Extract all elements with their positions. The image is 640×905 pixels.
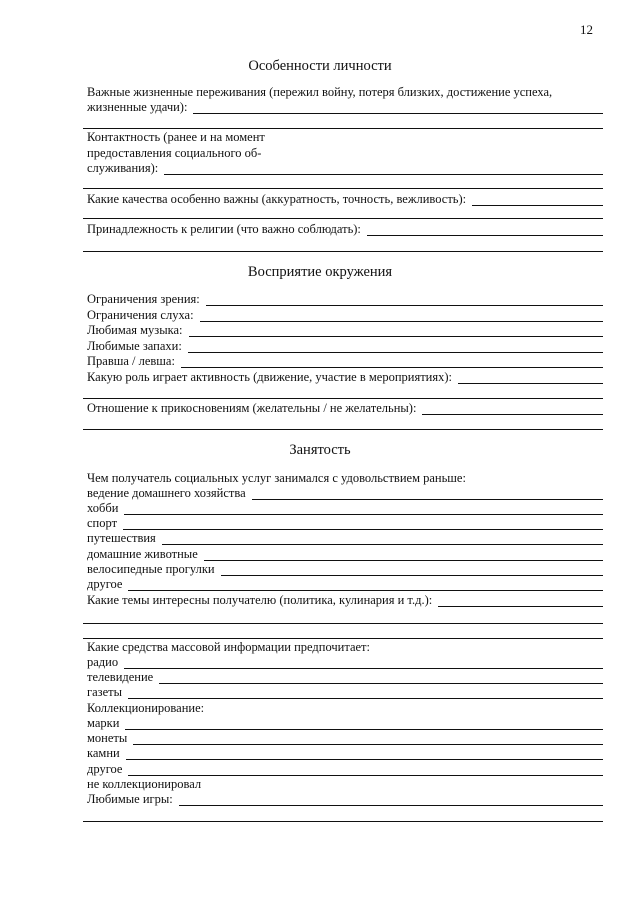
travel-blank[interactable]: [162, 534, 603, 545]
other-hobby-label: другое: [87, 577, 123, 591]
section-title-personality: Особенности личности: [248, 58, 392, 74]
media-intro: Какие средства массовой информации предпочитает:: [87, 640, 370, 654]
games-blank[interactable]: [179, 795, 603, 806]
travel-field[interactable]: [87, 531, 603, 545]
sport-blank[interactable]: [123, 519, 603, 530]
hearing-blank[interactable]: [200, 311, 603, 322]
smells-label: Любимые запахи:: [87, 339, 182, 353]
coins-label: монеты: [87, 731, 128, 745]
touch-label: Отношение к прикосновениям (желательны / не желательны):: [87, 401, 417, 415]
activity-label: Какую роль играет активность (движение, участие в мероприятиях):: [87, 370, 452, 384]
answer-line[interactable]: [83, 128, 603, 129]
music-label: Любимая музыка:: [87, 323, 183, 337]
contact-label-line1: Контактность (ранее и на момент: [87, 130, 265, 144]
topics-blank[interactable]: [438, 596, 603, 607]
stamps-field[interactable]: [87, 716, 603, 730]
answer-line[interactable]: [83, 251, 603, 252]
contact-label-line3: служивания):: [87, 161, 159, 175]
collect-other-field[interactable]: [87, 762, 603, 776]
section-title-occupation: Занятость: [289, 442, 351, 458]
tv-label: телевидение: [87, 670, 154, 684]
occupation-intro: Чем получатель социальных услуг занимался с удовольствием раньше:: [87, 471, 466, 485]
topics-field[interactable]: [87, 593, 603, 607]
stamps-blank[interactable]: [125, 719, 603, 730]
handedness-field[interactable]: [87, 354, 603, 368]
music-blank[interactable]: [189, 326, 603, 337]
qualities-blank[interactable]: [472, 195, 603, 206]
handedness-blank[interactable]: [181, 357, 603, 368]
hearing-field[interactable]: [87, 308, 603, 322]
life-events-label-line1: Важные жизненные переживания (пережил войну, потеря близких, достижение успеха,: [87, 85, 553, 99]
pets-blank[interactable]: [204, 550, 603, 561]
qualities-label: Какие качества особенно важны (аккуратность, точность, вежливость):: [87, 192, 467, 206]
vision-blank[interactable]: [206, 295, 603, 306]
household-blank[interactable]: [252, 489, 603, 500]
contact-label-line2: предоставления социального об-: [87, 146, 262, 160]
topics-label: Какие темы интересны получателю (политика, кулинария и т.д.):: [87, 593, 433, 607]
hearing-label: Ограничения слуха:: [87, 308, 194, 322]
activity-field[interactable]: [87, 370, 603, 384]
newspapers-blank[interactable]: [128, 688, 603, 699]
answer-line[interactable]: [83, 188, 603, 189]
stones-blank[interactable]: [126, 749, 603, 760]
radio-blank[interactable]: [124, 658, 603, 669]
contact-blank[interactable]: [164, 164, 603, 175]
activity-blank[interactable]: [458, 373, 603, 384]
smells-field[interactable]: [87, 339, 603, 353]
music-field[interactable]: [87, 323, 603, 337]
radio-label: радио: [87, 655, 119, 669]
newspapers-label: газеты: [87, 685, 123, 699]
qualities-field[interactable]: [87, 192, 603, 206]
not-collected-label: не коллекционировал: [87, 777, 202, 791]
answer-line[interactable]: [83, 821, 603, 822]
sport-field[interactable]: [87, 516, 603, 530]
answer-line[interactable]: [83, 623, 603, 624]
religion-blank[interactable]: [367, 225, 603, 236]
cycling-label: велосипедные прогулки: [87, 562, 215, 576]
coins-field[interactable]: [87, 731, 603, 745]
page-number: 12: [580, 22, 593, 37]
touch-field[interactable]: [87, 401, 603, 415]
radio-field[interactable]: [87, 655, 603, 669]
stones-label: камни: [87, 746, 120, 760]
stamps-label: марки: [87, 716, 120, 730]
household-field[interactable]: [87, 486, 603, 500]
games-label: Любимые игры:: [87, 792, 173, 806]
other-hobby-blank[interactable]: [128, 580, 603, 591]
collect-other-label: другое: [87, 762, 123, 776]
life-events-field[interactable]: [87, 100, 603, 114]
religion-field[interactable]: [87, 222, 603, 236]
sport-label: спорт: [87, 516, 118, 530]
touch-blank[interactable]: [422, 404, 603, 415]
hobby-blank[interactable]: [124, 504, 603, 515]
travel-label: путешествия: [87, 531, 156, 545]
household-label: ведение домашнего хозяйства: [87, 486, 246, 500]
cycling-blank[interactable]: [221, 565, 603, 576]
life-events-label-line2: жизненные удачи):: [87, 100, 188, 114]
hobby-label: хобби: [87, 501, 119, 515]
handedness-label: Правша / левша:: [87, 354, 175, 368]
religion-label: Принадлежность к религии (что важно соблюдать):: [87, 222, 361, 236]
contact-field[interactable]: [87, 161, 603, 175]
answer-line[interactable]: [83, 638, 603, 639]
answer-line[interactable]: [83, 429, 603, 430]
pets-label: домашние животные: [87, 547, 198, 561]
hobby-field[interactable]: [87, 501, 603, 515]
answer-line[interactable]: [83, 218, 603, 219]
life-events-blank[interactable]: [193, 103, 603, 114]
vision-label: Ограничения зрения:: [87, 292, 200, 306]
tv-field[interactable]: [87, 670, 603, 684]
coins-blank[interactable]: [133, 734, 603, 745]
answer-line[interactable]: [83, 398, 603, 399]
newspapers-field[interactable]: [87, 685, 603, 699]
section-title-perception: Восприятие окружения: [247, 264, 393, 280]
collecting-label: Коллекционирование:: [87, 701, 205, 715]
games-field[interactable]: [87, 792, 603, 806]
cycling-field[interactable]: [87, 562, 603, 576]
tv-blank[interactable]: [159, 673, 603, 684]
other-hobby-field[interactable]: [87, 577, 603, 591]
pets-field[interactable]: [87, 547, 603, 561]
vision-field[interactable]: [87, 292, 603, 306]
stones-field[interactable]: [87, 746, 603, 760]
collect-other-blank[interactable]: [128, 765, 603, 776]
smells-blank[interactable]: [188, 342, 603, 353]
